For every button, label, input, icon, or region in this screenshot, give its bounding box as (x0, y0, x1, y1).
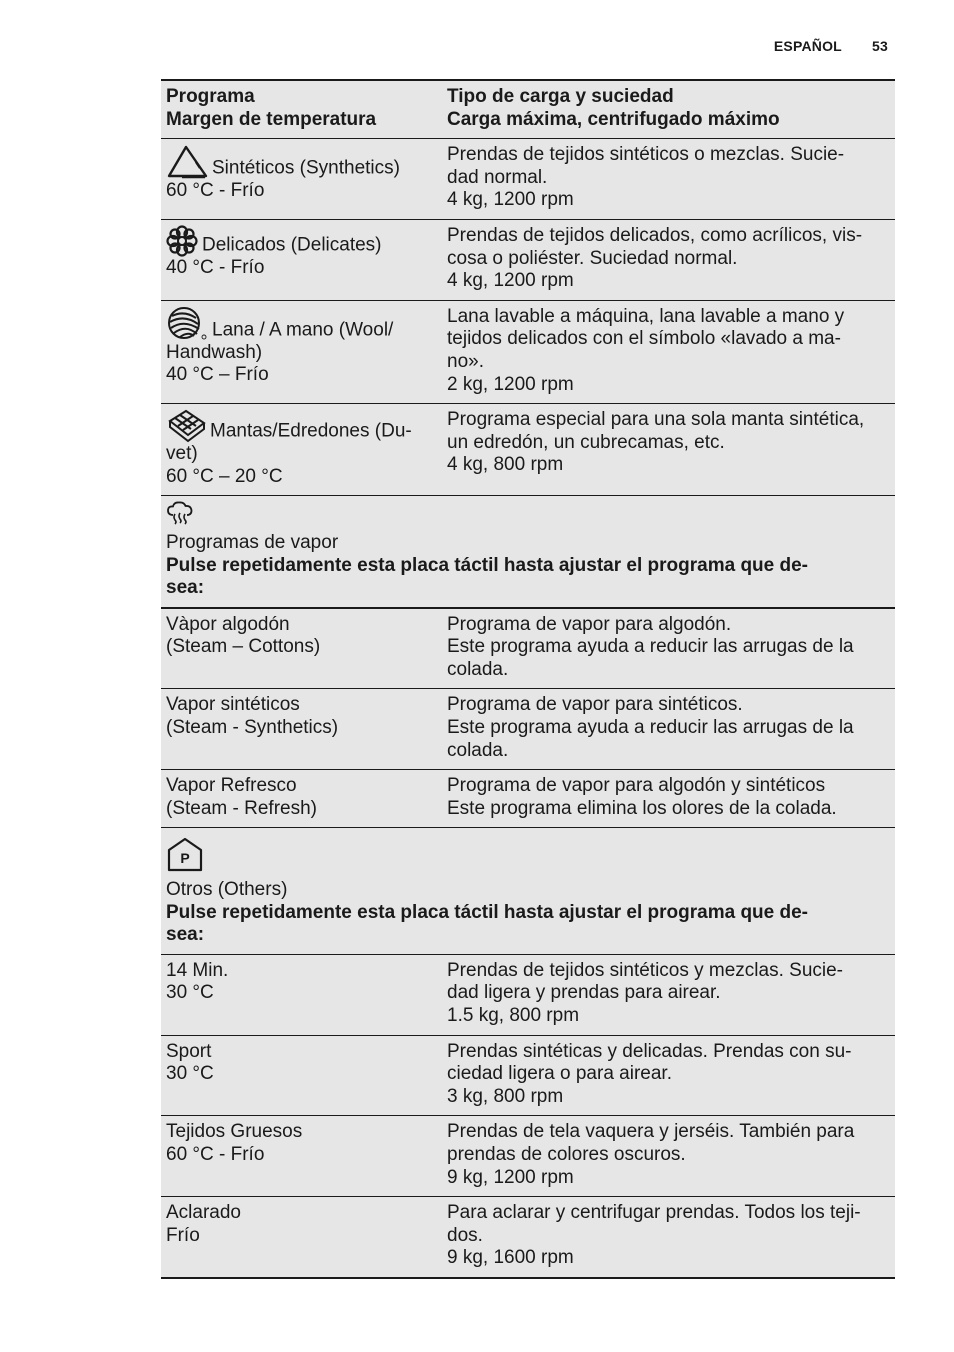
program-description: Prendas de tejidos sintéticos y mezclas. Sucie- dad ligera y prendas para airear. 1.5 kg, 800 rpm (447, 959, 844, 1026)
others-section-instruction: Pulse repetidamente esta placa táctil hasta ajustar el programa que de- sea: (166, 901, 809, 946)
table-row (161, 770, 895, 828)
program-description: Prendas de tela vaquera y jerséis. También para prendas de colores oscuros. 9 kg, 1200 rpm (447, 1121, 855, 1188)
table-row (161, 1197, 895, 1279)
table-header-row (161, 81, 895, 139)
program-name: 14 Min. 30 °C (166, 959, 229, 1004)
program-description: Programa de vapor para algodón. Este programa ayuda a reducir las arrugas de la colada. (447, 613, 854, 680)
table-row (161, 404, 895, 496)
program-temperature: 60 °C - Frío (166, 180, 265, 202)
program-name: Tejidos Gruesos 60 °C - Frío (166, 1121, 303, 1165)
program-name: Sport 30 °C (166, 1040, 214, 1085)
header-max-label: Carga máxima, centrifugado máximo (447, 108, 780, 130)
synthetics-triangle-icon (166, 144, 208, 180)
table-row (161, 1036, 895, 1117)
program-name: Vapor Refresco (Steam - Refresh) (166, 775, 317, 819)
program-name: Aclarado Frío (166, 1202, 241, 1246)
program-table (161, 79, 895, 1279)
header-temperature-label: Margen de temperatura (166, 108, 377, 130)
page-number: 53 (872, 38, 888, 54)
others-house-p-icon (166, 836, 885, 879)
table-row (161, 301, 895, 404)
program-name: Sintéticos (Synthetics) (212, 157, 400, 179)
others-section-cell (161, 828, 895, 953)
steam-section-cell (161, 496, 895, 606)
header-program-label: Programa (166, 86, 255, 107)
program-description: Programa de vapor para algodón y sintéticos Este programa elimina los olores de la colada. (447, 775, 837, 819)
others-section-title: Otros (Others) (166, 879, 288, 901)
program-description: Para aclarar y centrifugar prendas. Todos los teji- dos. 9 kg, 1600 rpm (447, 1202, 861, 1269)
delicates-flower-icon (166, 225, 198, 257)
program-name: Vapor sintéticos (Steam - Synthetics) (166, 694, 339, 739)
header-load-label: Tipo de carga y suciedad (447, 86, 674, 107)
table-row (161, 609, 895, 690)
steam-section-title: Programas de vapor (166, 531, 339, 553)
program-name: Vàpor algodón (Steam – Cottons) (166, 613, 321, 658)
duvet-quilt-icon (166, 409, 206, 443)
program-cell (161, 139, 442, 219)
table-row (161, 220, 895, 301)
table-row (161, 955, 895, 1036)
program-description: Programa de vapor para sintéticos. Este programa ayuda a reducir las arrugas de la colada. (447, 694, 854, 761)
program-description: Prendas sintéticas y delicadas. Prendas con su- ciedad ligera o para airear. 3 kg, 800 rpm (447, 1040, 852, 1107)
program-name: Lana / A mano (Wool/ (212, 319, 394, 341)
program-name: Delicados (Delicates) (202, 234, 382, 256)
program-description: Lana lavable a máquina, lana lavable a mano y tejidos delicados con el símbolo «lavado a ma- no». 2 kg, 1200 rpm (447, 305, 845, 395)
program-cell (161, 301, 442, 403)
program-temperature: Handwash) 40 °C – Frío (166, 341, 269, 386)
program-temperature: 40 °C - Frío (166, 256, 265, 278)
program-cell (161, 404, 442, 495)
page-header (774, 38, 888, 54)
program-description: Programa especial para una sola manta sintética, un edredón, un cubrecamas, etc. 4 kg, 800 rpm (447, 409, 865, 476)
steam-cloud-icon (166, 501, 885, 532)
table-row (161, 139, 895, 220)
program-description: Prendas de tejidos sintéticos o mezclas. Sucie- dad normal. 4 kg, 1200 rpm (447, 144, 845, 211)
steam-section-instruction: Pulse repetidamente esta placa táctil hasta ajustar el programa que de- sea: (166, 554, 809, 599)
header-col-program (161, 81, 442, 138)
others-icon-letter: P (180, 850, 190, 867)
program-description: Prendas de tejidos delicados, como acrílicos, vis- cosa o poliéster. Suciedad normal. 4 kg, 1200 rpm (447, 224, 863, 292)
others-section-row (161, 828, 895, 954)
program-name: Mantas/Edredones (Du- (210, 420, 412, 442)
table-row (161, 1116, 895, 1197)
program-temperature: vet) 60 °C – 20 °C (166, 443, 283, 487)
table-row (161, 689, 895, 770)
wool-yarn-icon (166, 306, 208, 342)
steam-section-row (161, 496, 895, 608)
page-language: ESPAÑOL (773, 38, 842, 54)
program-cell (161, 220, 442, 300)
header-col-load (442, 81, 895, 138)
